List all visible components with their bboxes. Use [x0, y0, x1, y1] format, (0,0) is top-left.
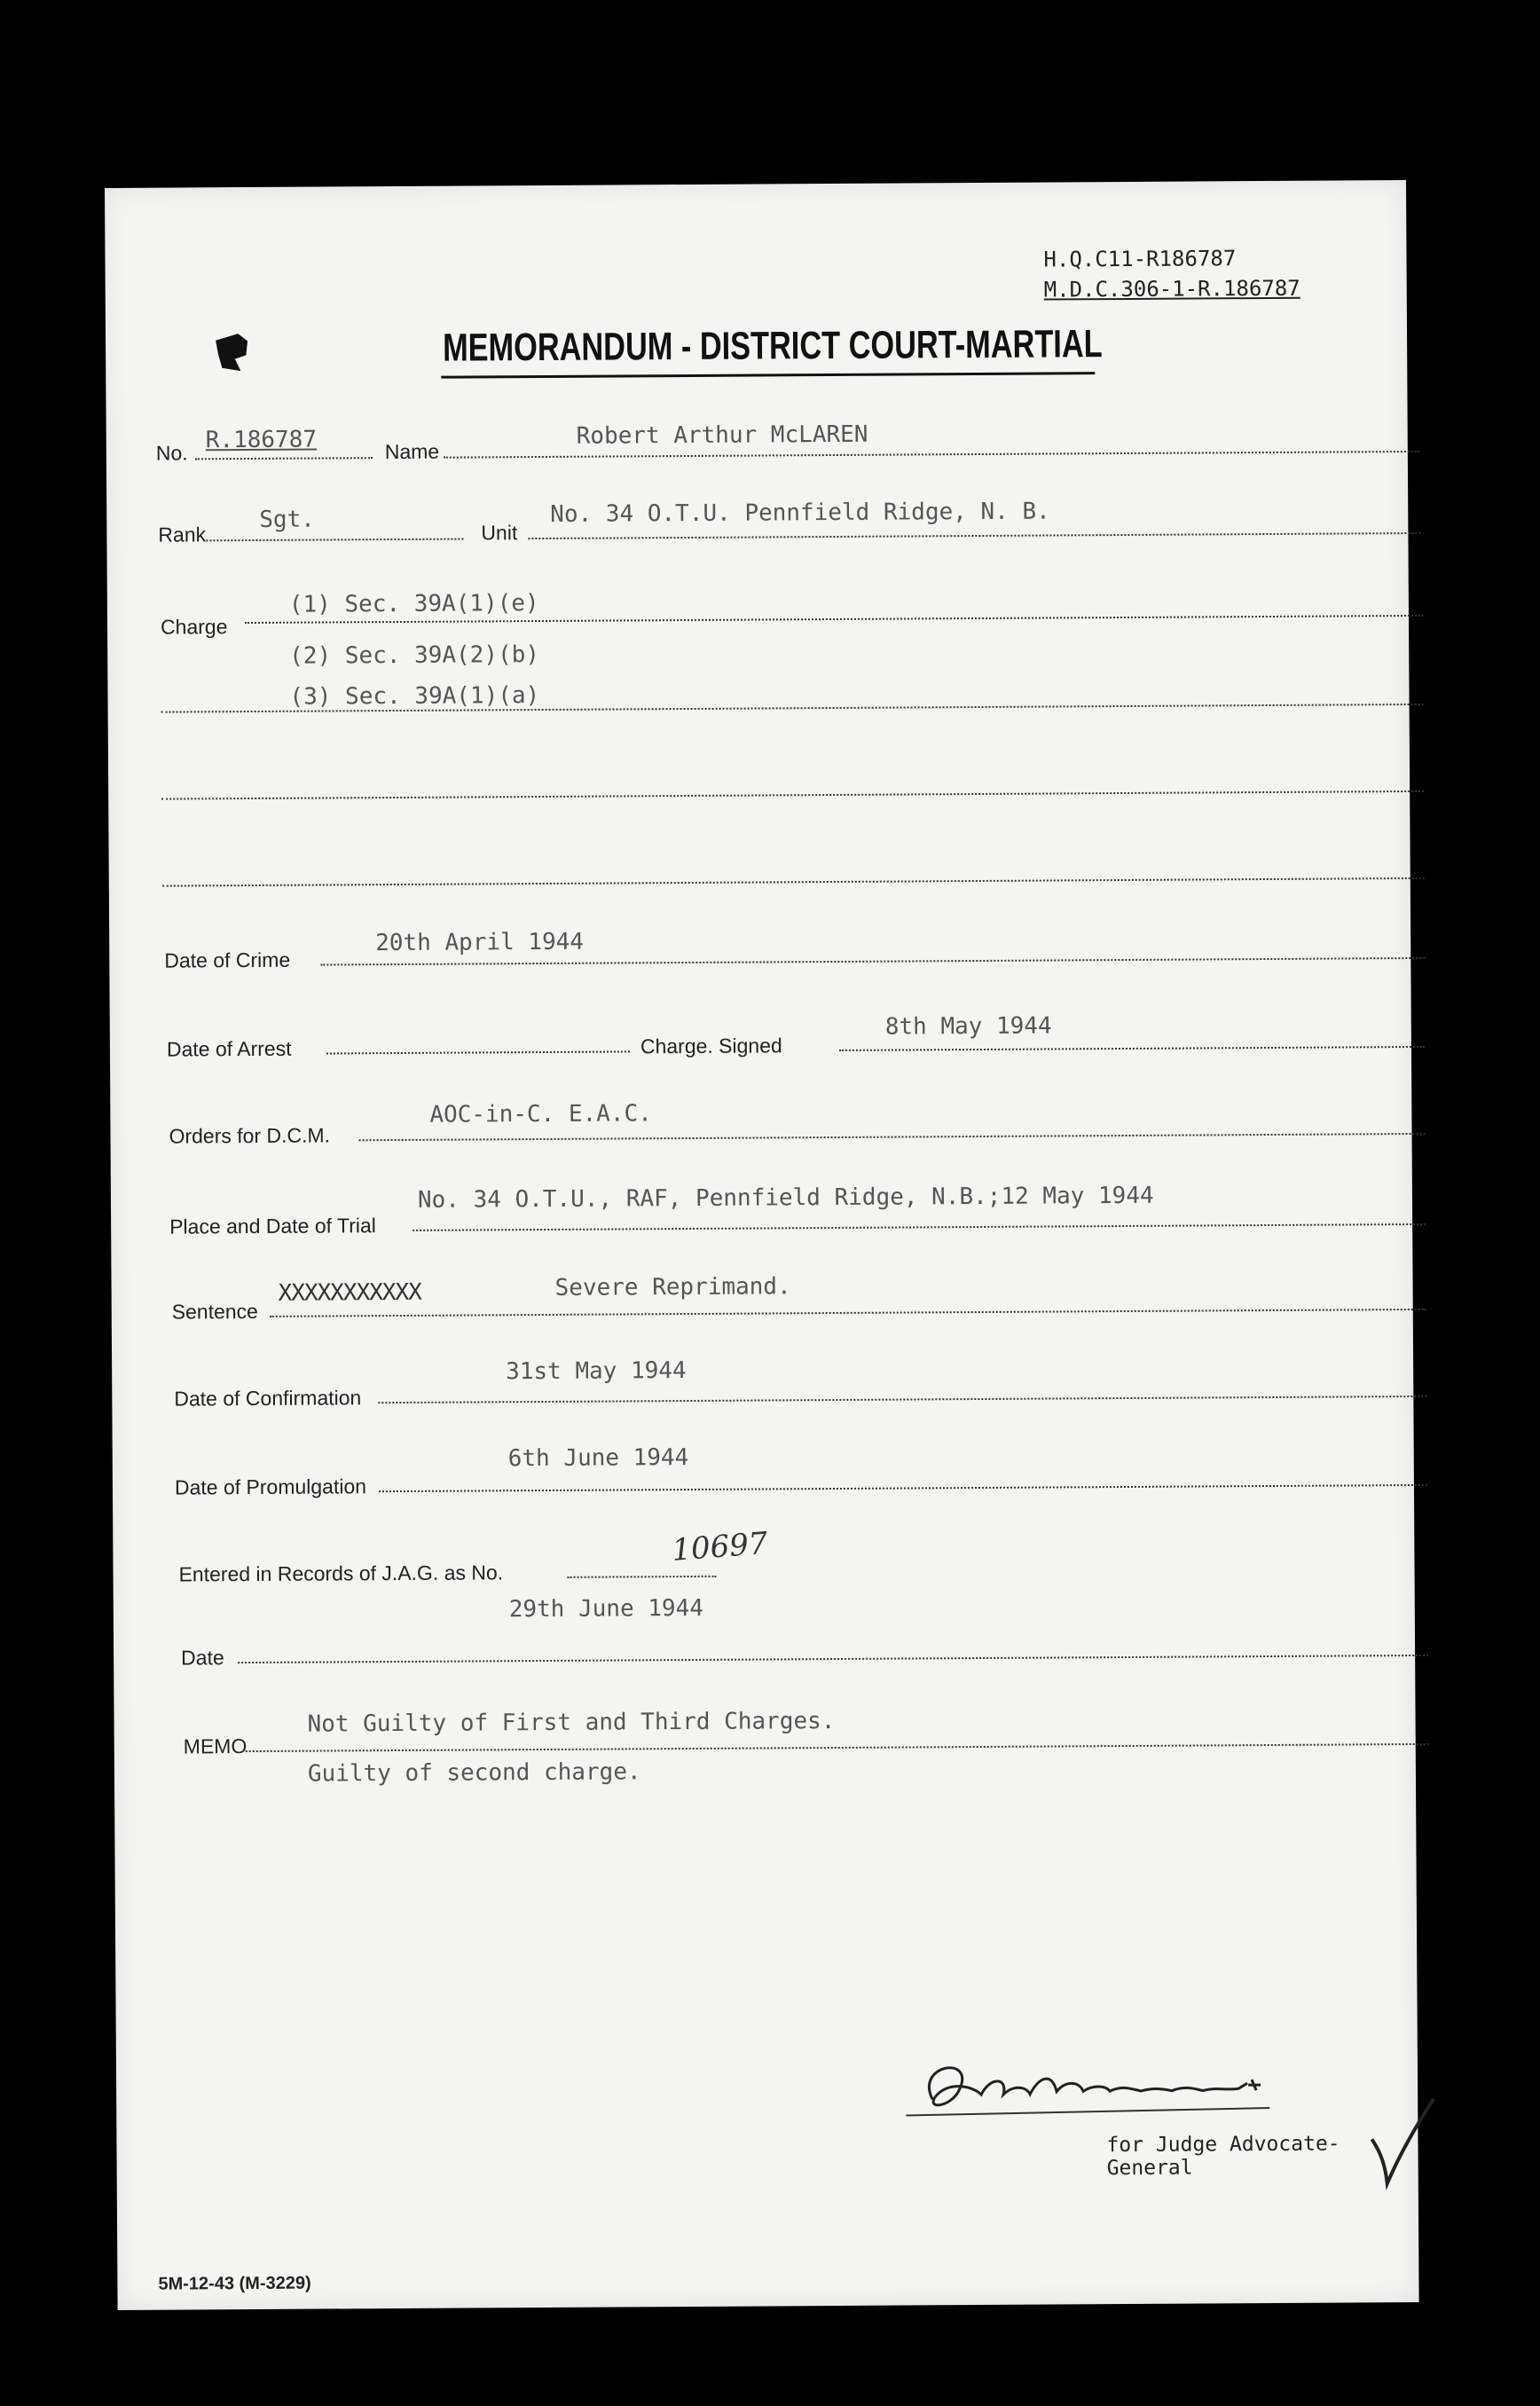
- handwritten-signature: [897, 2043, 1359, 2135]
- crime-line: [320, 957, 1425, 966]
- memo-line: [242, 1743, 1429, 1752]
- confirmation-line: [378, 1396, 1426, 1404]
- trial-label: Place and Date of Trial: [169, 1214, 376, 1238]
- name-value: Robert Arthur McLAREN: [576, 421, 868, 450]
- confirmation-label: Date of Confirmation: [174, 1386, 362, 1411]
- arrest-label: Date of Arrest: [166, 1036, 292, 1061]
- unit-value: No. 34 O.T.U. Pennfield Ridge, N. B.: [550, 498, 1050, 528]
- no-label: No.: [155, 441, 188, 465]
- title-underline: [441, 372, 1095, 379]
- form-title: MEMORANDUM - DISTRICT COURT-MARTIAL: [442, 322, 1103, 370]
- sentence-label: Sentence: [171, 1299, 259, 1324]
- crime-label: Date of Crime: [164, 947, 291, 972]
- promulgation-line: [379, 1484, 1427, 1492]
- orders-line: [359, 1133, 1426, 1141]
- name-label: Name: [384, 439, 440, 464]
- charge-signed-line: [839, 1046, 1425, 1051]
- charge-signed-value: 8th May 1944: [884, 1012, 1052, 1041]
- charge-item-2: (2) Sec. 39A(2)(b): [289, 641, 540, 670]
- md-reference: M.D.C.306-1-R.186787: [1043, 275, 1300, 303]
- hq-reference: H.Q.C11-R186787: [1043, 246, 1237, 272]
- trial-line: [412, 1223, 1426, 1231]
- date-line: [238, 1655, 1428, 1663]
- name-line: [444, 451, 1419, 459]
- records-value: 10697: [671, 1525, 769, 1569]
- records-line: [568, 1576, 717, 1578]
- records-label: Entered in Records of J.A.G. as No.: [178, 1561, 504, 1586]
- unit-label: Unit: [481, 521, 518, 545]
- charge-item-3: (3) Sec. 39A(1)(a): [289, 682, 540, 711]
- blank-line-1: [161, 790, 1424, 800]
- sentence-line: [270, 1309, 1426, 1317]
- memo-line-2: Guilty of second charge.: [307, 1758, 641, 1788]
- rank-line: [206, 539, 463, 542]
- orders-value: AOC-in-C. E.A.C.: [429, 1100, 652, 1128]
- sentence-struck-text: XXXXXXXXXXX: [278, 1278, 421, 1307]
- form-code: 5M-12-43 (M-3229): [158, 2273, 311, 2294]
- rank-label: Rank: [158, 523, 207, 546]
- unit-line: [528, 532, 1420, 539]
- no-value: R.186787: [205, 426, 318, 454]
- trial-value: No. 34 O.T.U., RAF, Pennfield Ridge, N.B.;12 May 1944: [417, 1182, 1154, 1214]
- date-value: 29th June 1944: [508, 1594, 704, 1624]
- charge-label: Charge: [160, 615, 228, 639]
- crime-value: 20th April 1944: [375, 928, 585, 957]
- promulgation-value: 6th June 1944: [507, 1444, 689, 1473]
- punch-mark: [216, 334, 248, 371]
- rank-value: Sgt.: [259, 506, 316, 533]
- date-label: Date: [181, 1646, 224, 1670]
- charge-signed-label: Charge. Signed: [640, 1034, 782, 1058]
- confirmation-value: 31st May 1944: [506, 1357, 687, 1386]
- memo-label: MEMO: [183, 1734, 248, 1758]
- blank-line-2: [162, 877, 1425, 887]
- arrest-line: [326, 1050, 630, 1054]
- signature-caption: for Judge Advocate-General: [1106, 2132, 1340, 2181]
- promulgation-label: Date of Promulgation: [174, 1474, 367, 1499]
- check-mark-icon: [1367, 2095, 1439, 2192]
- memorandum-form: [105, 180, 1419, 2310]
- sentence-value: Severe Reprimand.: [554, 1273, 791, 1301]
- reference-numbers: [1043, 243, 1300, 305]
- orders-label: Orders for D.C.M.: [169, 1123, 331, 1148]
- charge-item-1: (1) Sec. 39A(1)(e): [288, 590, 539, 618]
- no-line: [195, 457, 373, 460]
- memo-line-1: Not Guilty of First and Third Charges.: [307, 1708, 836, 1738]
